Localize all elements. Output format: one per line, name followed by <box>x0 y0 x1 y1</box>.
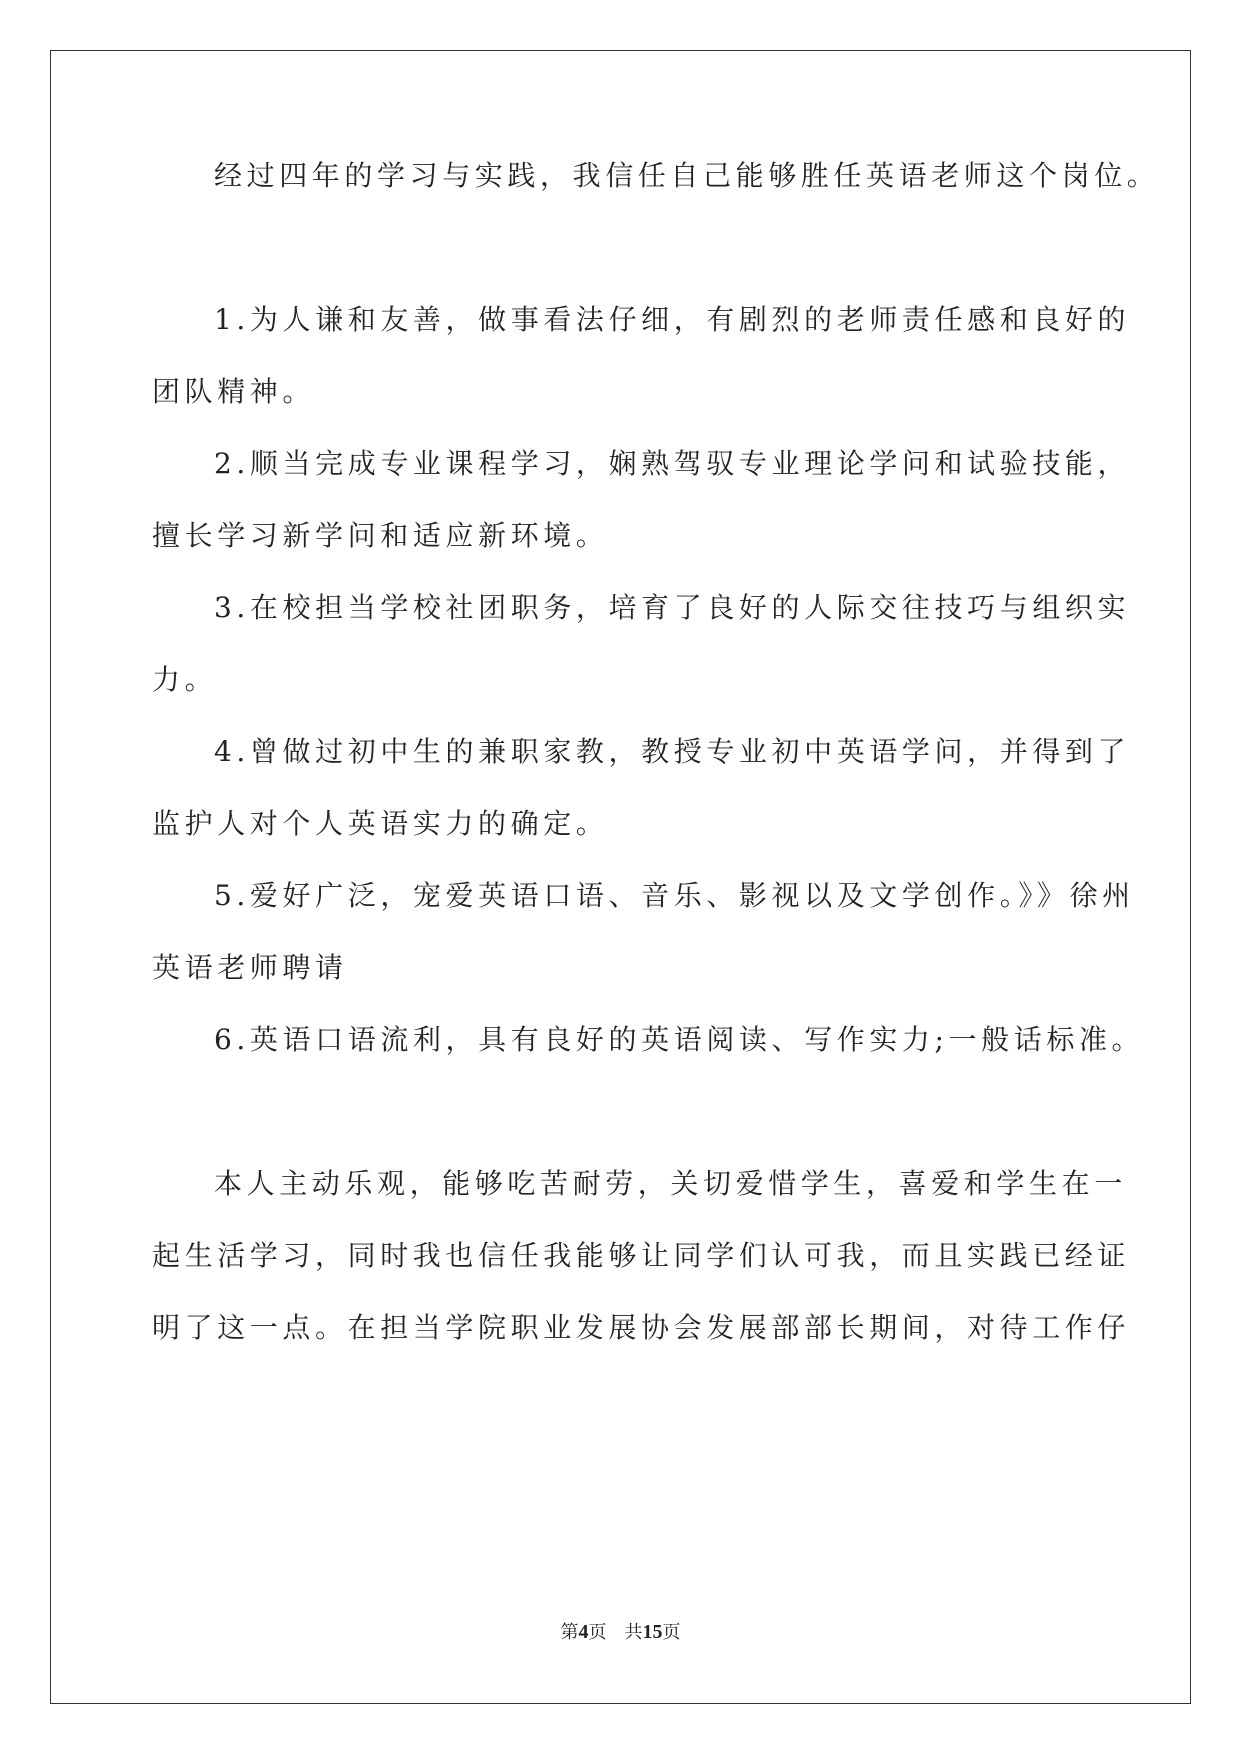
list-item-2-line-1: 2.顺当完成专业课程学习，娴熟驾驭专业理论学问和试验技能， <box>214 447 1131 480</box>
page-prefix: 第 <box>560 1622 579 1643</box>
list-item-5-line-2: 英语老师聘请 <box>152 951 348 984</box>
page-number: 4 <box>578 1621 589 1643</box>
total-pages: 15 <box>642 1621 663 1643</box>
list-item-4-line-2: 监护人对个人英语实力的确定。 <box>152 807 609 840</box>
list-item-1-line-2: 团队精神。 <box>152 375 316 408</box>
paragraph-self-line-1: 本人主动乐观，能够吃苦耐劳，关切爱惜学生，喜爱和学生在一 <box>214 1167 1127 1200</box>
list-item-5-line-1: 5.爱好广泛，宠爱英语口语、音乐、影视以及文学创作。》》徐州 <box>214 879 1135 912</box>
total-prefix: 共 <box>624 1622 643 1643</box>
list-item-1-line-1: 1.为人谦和友善，做事看法仔细，有剧烈的老师责任感和良好的 <box>214 303 1131 336</box>
paragraph-self-line-3: 明了这一点。在担当学院职业发展协会发展部部长期间，对待工作仔 <box>152 1311 1131 1344</box>
list-item-6-line-1: 6.英语口语流利，具有良好的英语阅读、写作实力;一般话标准。 <box>214 1023 1145 1056</box>
list-item-3-line-2: 力。 <box>152 663 218 696</box>
list-item-2-line-2: 擅长学习新学问和适应新环境。 <box>152 519 609 552</box>
page-suffix: 页 <box>588 1622 607 1643</box>
paragraph-self-line-2: 起生活学习，同时我也信任我能够让同学们认可我，而且实践已经证 <box>152 1239 1131 1272</box>
paragraph-intro-line-1: 经过四年的学习与实践，我信任自己能够胜任英语老师这个岗位。 <box>214 159 1160 192</box>
list-item-4-line-1: 4.曾做过初中生的兼职家教，教授专业初中英语学问，并得到了 <box>214 735 1131 768</box>
page-border <box>50 50 1191 1704</box>
total-suffix: 页 <box>662 1622 681 1643</box>
page-footer <box>0 1620 1241 1645</box>
list-item-3-line-1: 3.在校担当学校社团职务，培育了良好的人际交往技巧与组织实 <box>214 591 1131 624</box>
